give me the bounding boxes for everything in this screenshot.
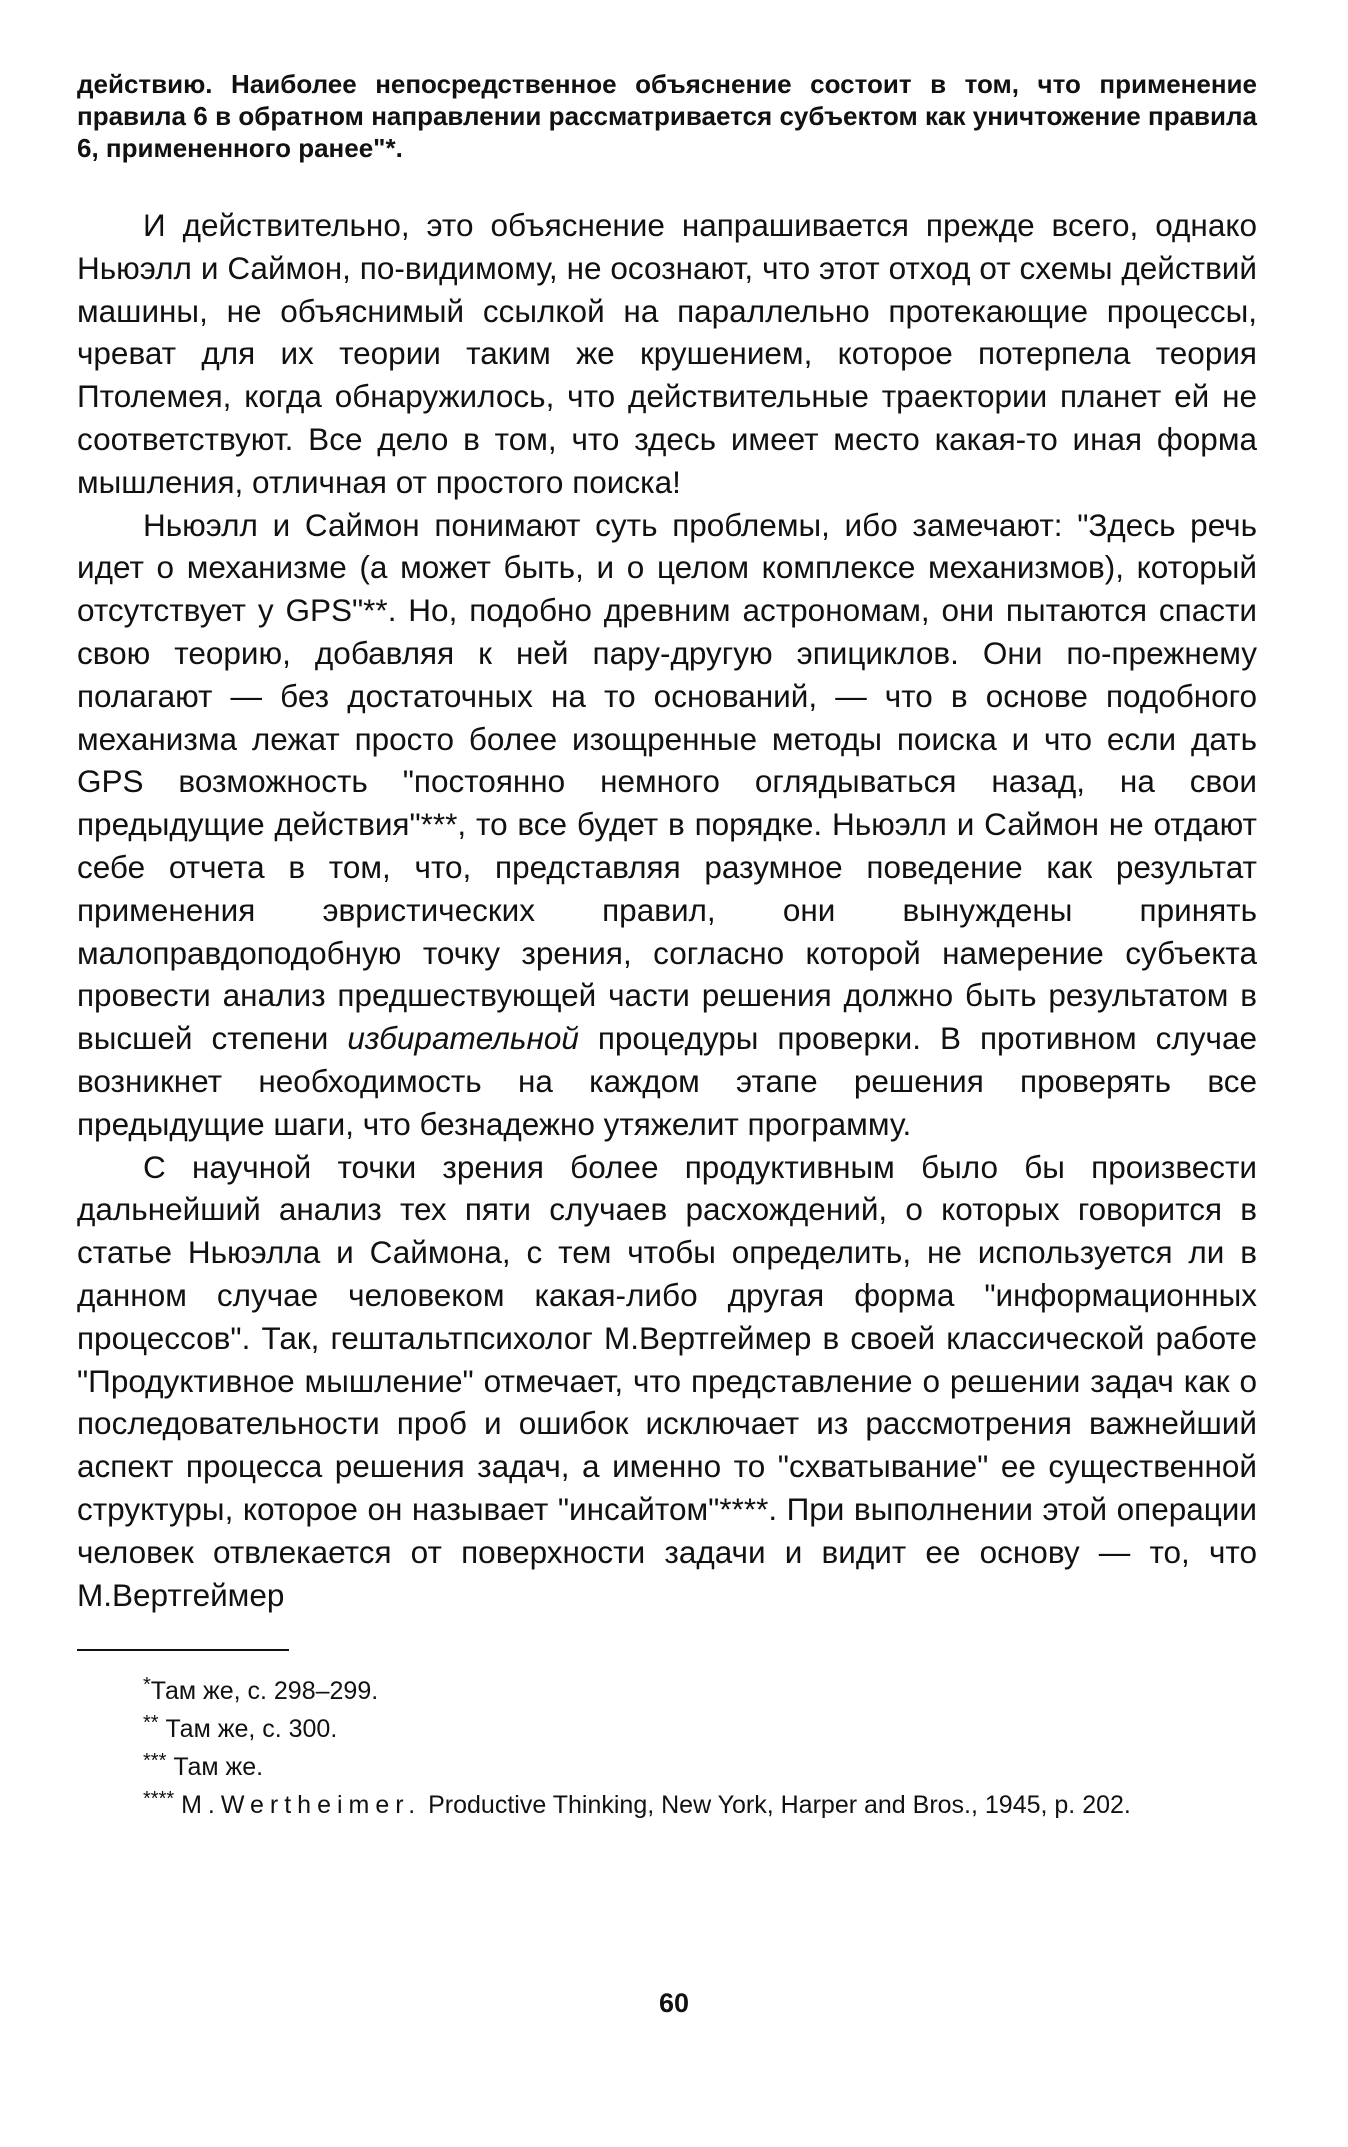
footnote-text: Там же, с. 298–299.	[150, 1677, 379, 1706]
paragraph-2	[77, 504, 1257, 1146]
footnote-2	[77, 1710, 1257, 1748]
paragraph-1: И действительно, это объяснение напрашивается прежде всего, однако Ньюэлл и Саймон, по-видимому, не осознают, что этот отход от схемы действий машины, не объяснимый ссылкой на параллельно протекающие процессы, чреват для их теории таким же крушением, которое потерпела теория Птолемея, когда обнаружилось, что действительные траектории планет ей не соответствуют. Все дело в том, что здесь имеет место какая-то иная форма мышления, отличная от простого поиска!	[77, 207, 1257, 500]
page-number: 60	[658, 1988, 690, 2018]
italic-emphasis: избирательной	[347, 1020, 579, 1057]
footnote-mark: ***	[143, 1750, 167, 1773]
paragraph-2-text-a: Ньюэлл и Саймон понимают суть проблемы, ибо замечают: "Здесь речь идет о механизме (а может быть, и о целом комплексе механизмов), который отсутствует у GPS"**. Но, подобно древним астрономам, они пытаются спасти свою теорию, добавляя к ней пару-другую эпициклов. Они по-прежнему полагают — без достаточных на то оснований, — что в основе подобного механизма лежат просто более изощренные методы поиска и что если дать GPS возможность "постоянно немного оглядываться назад, на свои предыдущие действия"***, то все будет в порядке. Ньюэлл и Саймон не отдают себе отчета в том, что, представляя разумное поведение как результат применения эвристических правил, они вынуждены принять малоправдоподобную точку зрения, согласно которой намерение субъекта провести анализ предшествующей части решения должно быть результатом в высшей степени	[77, 506, 1257, 1057]
footnote-text: Там же, с. 300.	[165, 1715, 338, 1744]
footnote-divider	[77, 1649, 289, 1651]
footnote-mark: *	[143, 1674, 151, 1697]
footnotes	[77, 1672, 1257, 1824]
footnote-text: Productive Thinking, New York, Harper and Bros., 1945, p. 202.	[428, 1791, 1131, 1820]
book-page	[77, 68, 1257, 1824]
footnote-3	[77, 1748, 1257, 1786]
paragraph-2-text-b: процедуры проверки. В противном случае возникнет необходимость на каждом этапе решения проверять все предыдущие шаги, что безнадежно утяжелит программу.	[77, 1020, 1257, 1142]
footnote-mark: **	[143, 1712, 159, 1735]
footnote-text: Там же.	[173, 1753, 264, 1782]
footnote-mark: ****	[143, 1788, 175, 1811]
paragraph-3: С научной точки зрения более продуктивным было бы произвести дальнейший анализ тех пяти случаев расхождений, о которых говорится в статье Ньюэлла и Саймона, с тем чтобы определить, не используется ли в данном случае человеком какая-либо другая форма "информационных процессов". Так, гештальтпсихолог М.Вертгеймер в своей классической работе "Продуктивное мышление" отмечает, что представление о решении задач как о последовательности проб и ошибок исключает из рассмотрения важнейший аспект процесса решения задач, а именно то "схватывание" ее существенной структуры, которое он называет "инсайтом"****. При выполнении этой операции человек отвлекается от поверхности задачи и видит ее основу — то, что М.Вертгеймер	[77, 1148, 1257, 1613]
footnote-4	[77, 1786, 1257, 1824]
footnote-author: M.Wertheimer.	[181, 1791, 422, 1820]
footnote-1	[77, 1672, 1257, 1710]
quote-continuation: действию. Наиболее непосредственное объяснение состоит в том, что применение правила 6 в обратном направлении рассматривается субъектом как уничтожение правила 6, примененного ранее"*.	[77, 69, 1257, 163]
